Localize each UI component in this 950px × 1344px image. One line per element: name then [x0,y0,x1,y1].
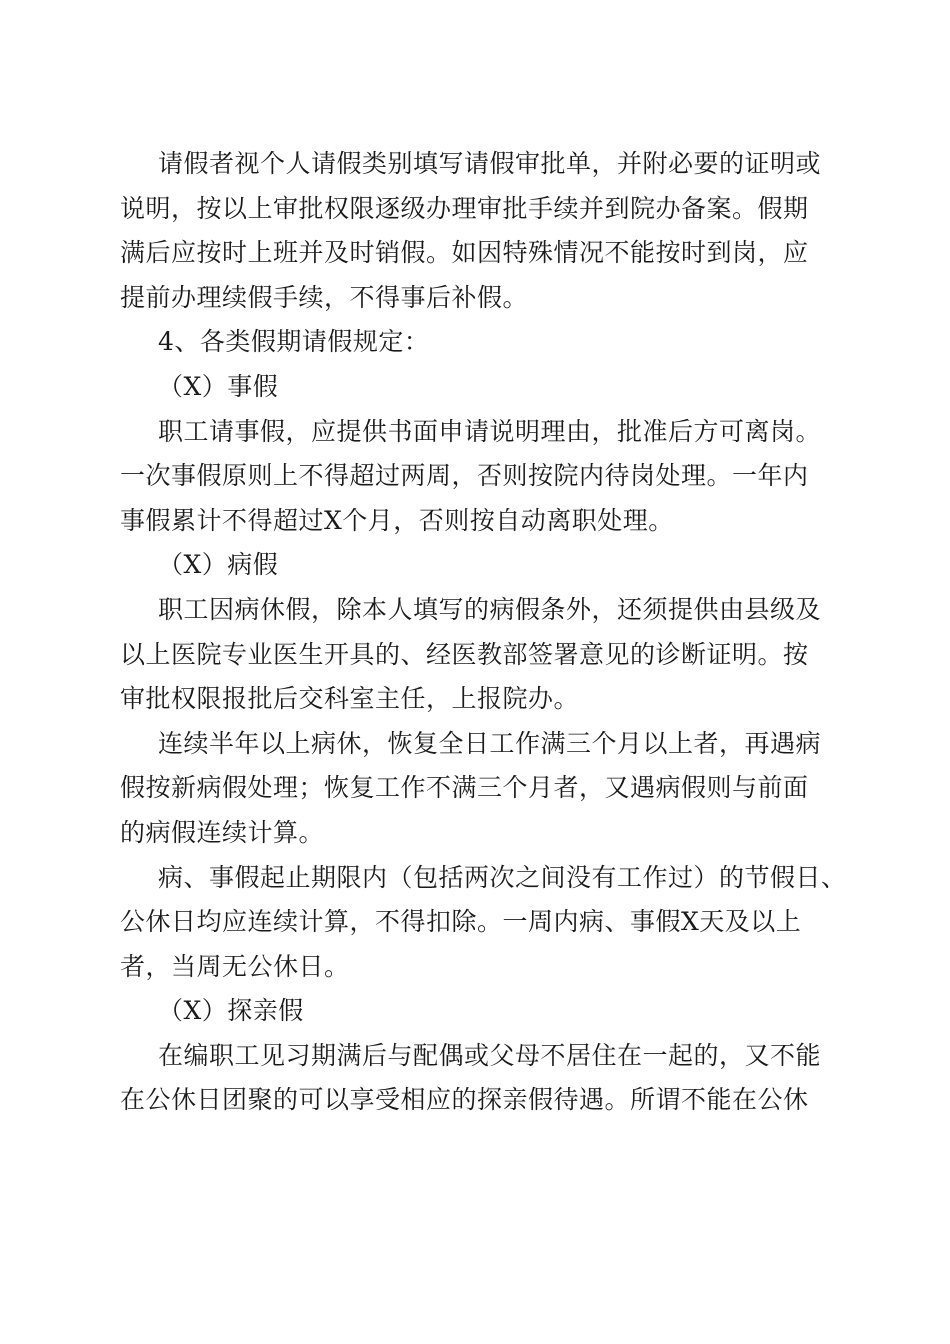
paragraph-line: 职工请事假，应提供书面申请说明理由，批准后方可离岗。 [158,416,822,446]
subsection-heading-sick-leave: （X）病假 [158,550,279,580]
paragraph-line: 审批权限报批后交科室主任，上报院办。 [120,684,580,714]
paragraph-line: 在公休日团聚的可以享受相应的探亲假待遇。所谓不能在公休 [120,1085,809,1115]
paragraph-line: 一次事假原则上不得超过两周，否则按院内待岗处理。一年内 [120,461,809,491]
paragraph-line: 事假累计不得超过X个月，否则按自动离职处理。 [120,505,674,535]
paragraph-line: 病、事假起止期限内（包括两次之间没有工作过）的节假日、 [158,862,847,892]
paragraph-line: 者，当周无公休日。 [120,951,350,981]
paragraph-line: 在编职工见习期满后与配偶或父母不居住在一起的，又不能 [158,1040,822,1070]
paragraph-line: 请假者视个人请假类别填写请假审批单，并附必要的证明或 [158,149,822,178]
document-body [120,142,847,1123]
paragraph-line: 说明，按以上审批权限逐级办理审批手续并到院办备案。假期 [120,193,809,223]
paragraph-line: 满后应按时上班并及时销假。如因特殊情况不能按时到岗，应 [120,238,809,268]
subsection-heading-personal-leave: （X）事假 [158,371,279,401]
paragraph-line: 提前办理续假手续，不得事后补假。 [120,282,529,312]
section-heading: 4、各类假期请假规定： [158,327,430,357]
paragraph-line: 以上医院专业医生开具的、经医教部签署意见的诊断证明。按 [120,639,809,669]
paragraph-line: 假按新病假处理；恢复工作不满三个月者，又遇病假则与前面 [120,773,809,803]
paragraph-line: 连续半年以上病休，恢复全日工作满三个月以上者，再遇病 [158,728,822,758]
paragraph-line: 公休日均应连续计算，不得扣除。一周内病、事假X天及以上 [120,907,802,937]
subsection-heading-family-visit-leave: （X）探亲假 [158,996,304,1026]
paragraph-line: 职工因病休假，除本人填写的病假条外，还须提供由县级及 [158,594,822,624]
paragraph-line: 的病假连续计算。 [120,817,325,847]
